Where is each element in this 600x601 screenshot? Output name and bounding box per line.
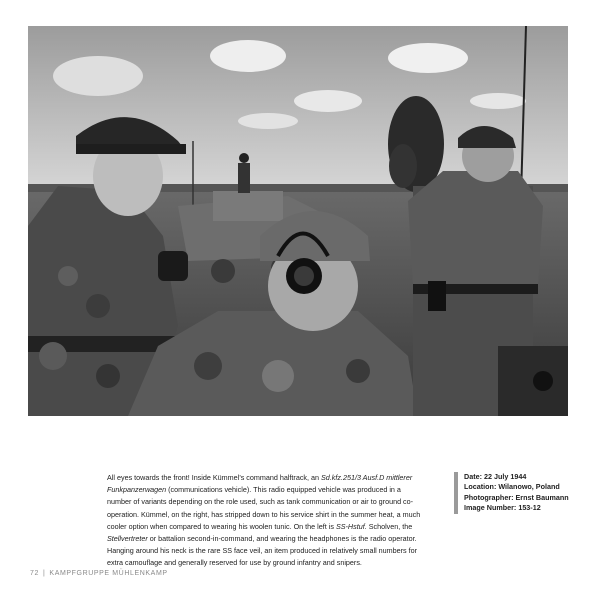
caption-text-3: Scholven, the — [366, 521, 413, 531]
caption-vehicle-name: Sd.kfz.251/3 Ausf.D mittlerer Funkpanzerwagen — [107, 473, 413, 495]
meta-date: Date: 22 July 1944 — [464, 472, 527, 481]
historical-photo — [28, 26, 568, 416]
meta-image-number: Image Number: 153-12 — [464, 503, 541, 513]
caption-text-2: (communications vehicle). This radio equipped vehicle was produced in a number of variants depending on the role used, such as tank communication or air to ground co-operation. Kümmel, on the right, has stripped down to his service shirt in the summer heat, a much cooler option when compared to wearing his woolen tunic. On the left is — [107, 485, 421, 531]
page-number: 72 — [30, 570, 39, 577]
caption-text-1: All eyes towards the front! Inside Kümmel’s command halftrack, an — [107, 473, 321, 482]
caption-role: Stellvertreter — [107, 534, 148, 544]
footer-separator: | — [43, 570, 46, 577]
caption-rank: SS-Hstuf. — [335, 521, 367, 531]
book-title: KAMPFGRUPPE MÜHLENKAMP — [49, 570, 168, 577]
meta-location: Location: Wilanowo, Poland — [464, 482, 560, 492]
photo-metadata — [454, 472, 584, 514]
photo-caption — [107, 472, 427, 570]
meta-photographer: Photographer: Ernst Baumann — [464, 492, 569, 502]
photo-illustration — [28, 26, 568, 416]
page-footer — [30, 570, 168, 577]
caption-text-4: or battalion second-in-command, and wearing the headphones is the radio operator. Hanging around his neck is the rare SS face veil, an item produced in relatively small numbers for extra camouflage and generally reserved for use by ground infantry and snipers. — [107, 534, 418, 568]
